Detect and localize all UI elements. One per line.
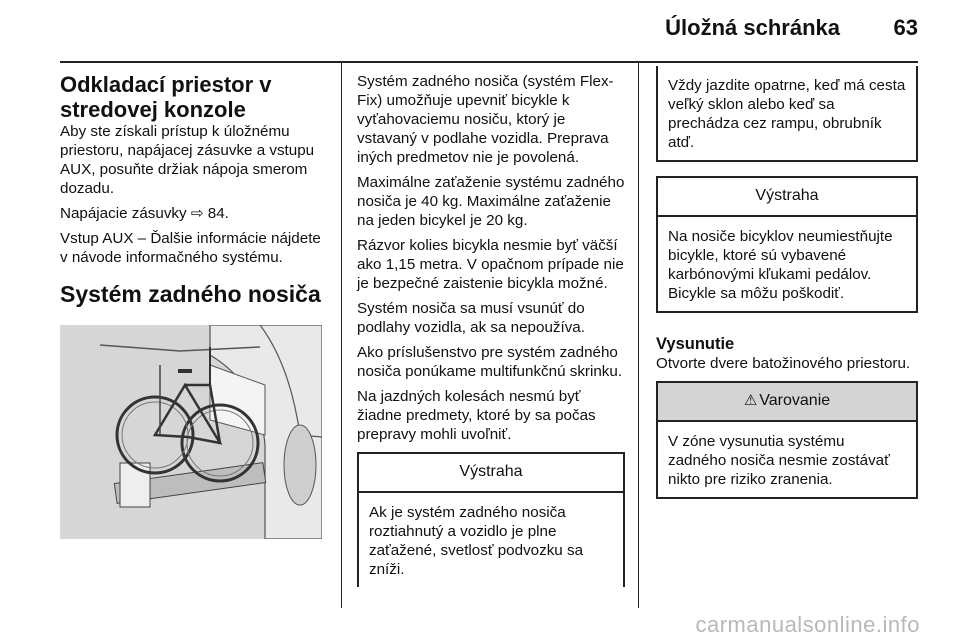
paragraph: Aby ste získali prístup k úložnému priestoru, napájacej zásuvke a vstupu AUX, posuňte držiak nápoja smerom dozadu.	[60, 123, 315, 197]
page-number: 63	[893, 15, 918, 40]
danger-box-title	[658, 383, 916, 422]
header-rule	[60, 61, 918, 63]
warning-box-body: Ak je systém zadného nosiča roztiahnutý a vozidlo je plne zaťažené, svetlosť podvozku sa zníži.	[369, 504, 584, 578]
column-3	[656, 72, 918, 513]
section-heading-rear-carrier: Systém zadného nosiča	[60, 281, 321, 307]
paragraph: Napájacie zásuvky ⇨ 84.	[60, 205, 229, 222]
bike-carrier-illustration	[60, 325, 322, 539]
column-1	[60, 72, 328, 539]
warning-box-continued	[656, 66, 918, 162]
warning-box-body: Vždy jazdite opatrne, keď má cesta veľký sklon alebo keď sa prechádza cez rampu, obrubník atď.	[668, 77, 906, 151]
warning-box-title: Výstraha	[658, 178, 916, 217]
header-title: Úložná schránka	[665, 15, 840, 40]
column-2	[357, 72, 625, 601]
danger-box	[656, 381, 918, 499]
subheading-extension: Vysunutie	[656, 335, 735, 353]
paragraph: Vstup AUX – Ďalšie informácie nájdete v návode informačného systému.	[60, 230, 321, 266]
paragraph: Systém nosiča sa musí vsunúť do podlahy vozidla, ak sa nepoužíva.	[357, 300, 585, 336]
warning-box-body: Na nosiče bicyklov neumiestňujte bicykle, ktoré sú vybavené karbónovými kľukami pedálov. Bicykle sa môžu poškodiť.	[668, 228, 893, 302]
paragraph: Ako príslušenstvo pre systém zadného nosiča ponúkame multifunkčnú skrinku.	[357, 344, 623, 380]
paragraph: Otvorte dvere batožinového priestoru.	[656, 355, 911, 372]
paragraph: Na jazdných kolesách nesmú byť žiadne predmety, ktoré by sa počas prepravy mohli uvoľniť.	[357, 388, 596, 443]
warning-box-title: Výstraha	[359, 454, 623, 493]
column-divider	[638, 63, 639, 608]
column-divider	[341, 63, 342, 608]
paragraph: Rázvor kolies bicykla nesmie byť väčší ako 1,15 metra. V opačnom prípade nie je bezpečné zaistenie bicykla možné.	[357, 237, 624, 292]
danger-box-title-text: Varovanie	[759, 392, 831, 409]
danger-box-body: V zóne vysunutia systému zadného nosiča nesmie zostávať nikto pre riziko zranenia.	[668, 433, 890, 488]
warning-box	[656, 176, 918, 313]
watermark: carmanualsonline.info	[695, 612, 920, 637]
warning-triangle-icon: ⚠	[743, 392, 758, 409]
paragraph: Maximálne zaťaženie systému zadného nosiča je 40 kg. Maximálne zaťaženie na jeden bicykel je 20 kg.	[357, 174, 625, 229]
section-heading-console: Odkladací priestor v stredovej konzole	[60, 72, 272, 122]
bike-carrier-drawing	[60, 325, 322, 539]
warning-box	[357, 452, 625, 587]
paragraph: Systém zadného nosiča (systém Flex-Fix) umožňuje upevniť bicykle k vyťahovaciemu nosiču, ktorý je vstavaný v podlahe vozidla. Preprava iných predmetov nie je povolená.	[357, 73, 614, 166]
